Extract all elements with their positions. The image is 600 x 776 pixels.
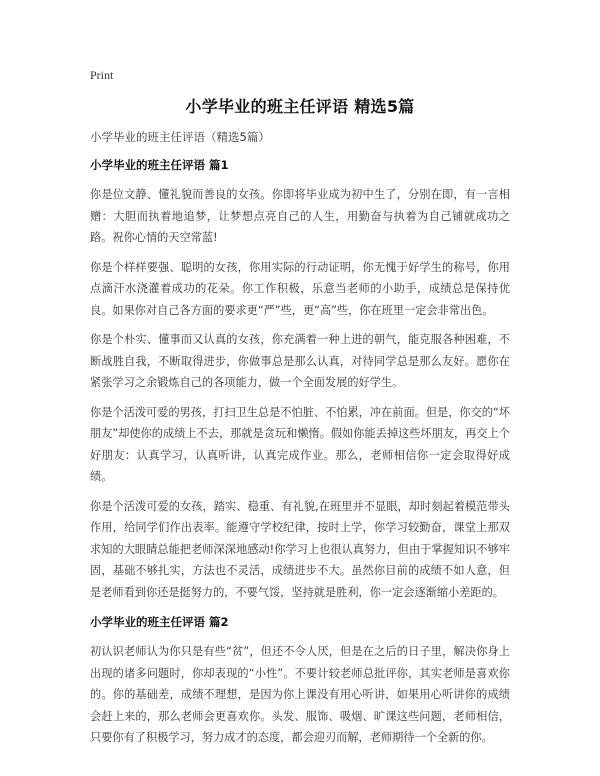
print-link[interactable]: Print <box>90 68 114 82</box>
paragraph: 你是个样样要强、聪明的女孩，你用实际的行动证明，你无愧于好学生的称号，你用点滴汗水浇灌着成功的花朵。你工作积极，乐意当老师的小助手，成绩总是保持优良。如果你对自己各方面的要求更“严”些，更“高”些，你在班里一定会非常出色。 <box>90 260 510 317</box>
paragraph: 你是个朴实、懂事而又认真的女孩，你充满着一种上进的朝气，能克服各种困难，不断战胜自我，不断取得进步，你做事总是那么认真，对待同学总是那么友好。愿你在紧张学习之余锻炼自己的各项能力，做一个全面发展的好学生。 <box>90 333 510 389</box>
paragraph: 你是个活泼可爱的男孩，打扫卫生总是不怕脏、不怕累，冲在前面。但是，你交的“坏朋友”却使你的成绩上不去，那就是贪玩和懒惰。假如你能丢掉这些坏朋友，再交上个好朋友：认真学习，认真听讲，认真完成作业。那么，老师相信你一定会取得好成绩。 <box>90 405 510 483</box>
section-heading-1: 小学毕业的班主任评语 篇1 <box>90 158 229 172</box>
paragraph: 你是位文静、懂礼貌而善良的女孩。你即将毕业成为初中生了，分别在即，有一言相赠：大胆而执着地追梦，让梦想点亮自己的人生，用勤奋与执着为自己铺就成功之路。祝你心情的天空常蓝! <box>90 188 510 244</box>
paragraph: 初认识老师认为你只是有些“贫”，但还不令人厌，但是在之后的日子里，解决你身上出现的诸多问题时，你却表现的“小性”。不要计较老师总批评你，其实老师是喜欢你的。你的基础差，成绩不理想，是因为你上课没有用心听讲，如果用心听讲你的成绩会赶上来的，那么老师会更喜欢你。头发、服饰、吸烟、旷课这些问题，老师相信，只要你有了积极学习，努力成才的态度，都会迎刃而解，老师期待一个全新的你。 <box>90 645 510 744</box>
document-title: 小学毕业的班主任评语 精选5篇 <box>185 97 415 116</box>
document-subtitle: 小学毕业的班主任评语（精选5篇） <box>90 130 270 144</box>
section-heading-2: 小学毕业的班主任评语 篇2 <box>90 615 229 629</box>
paragraph: 你是个活泼可爱的女孩，踏实、稳重、有礼貌,在班里并不显眼，却时刻起着模范带头作用，给同学们作出表率。能遵守学校纪律，按时上学，你学习较勤奋，课堂上那双求知的大眼睛总能把老师深深地感动!你学习上也很认真努力，但由于掌握知识不够牢固，基础不够扎实，方法也不灵活，成绩进步不大。虽然你目前的成绩不如人意，但是老师看到你还是挺努力的，不要气馁，坚持就是胜利，你一定会逐渐缩小差距的。 <box>90 499 510 599</box>
